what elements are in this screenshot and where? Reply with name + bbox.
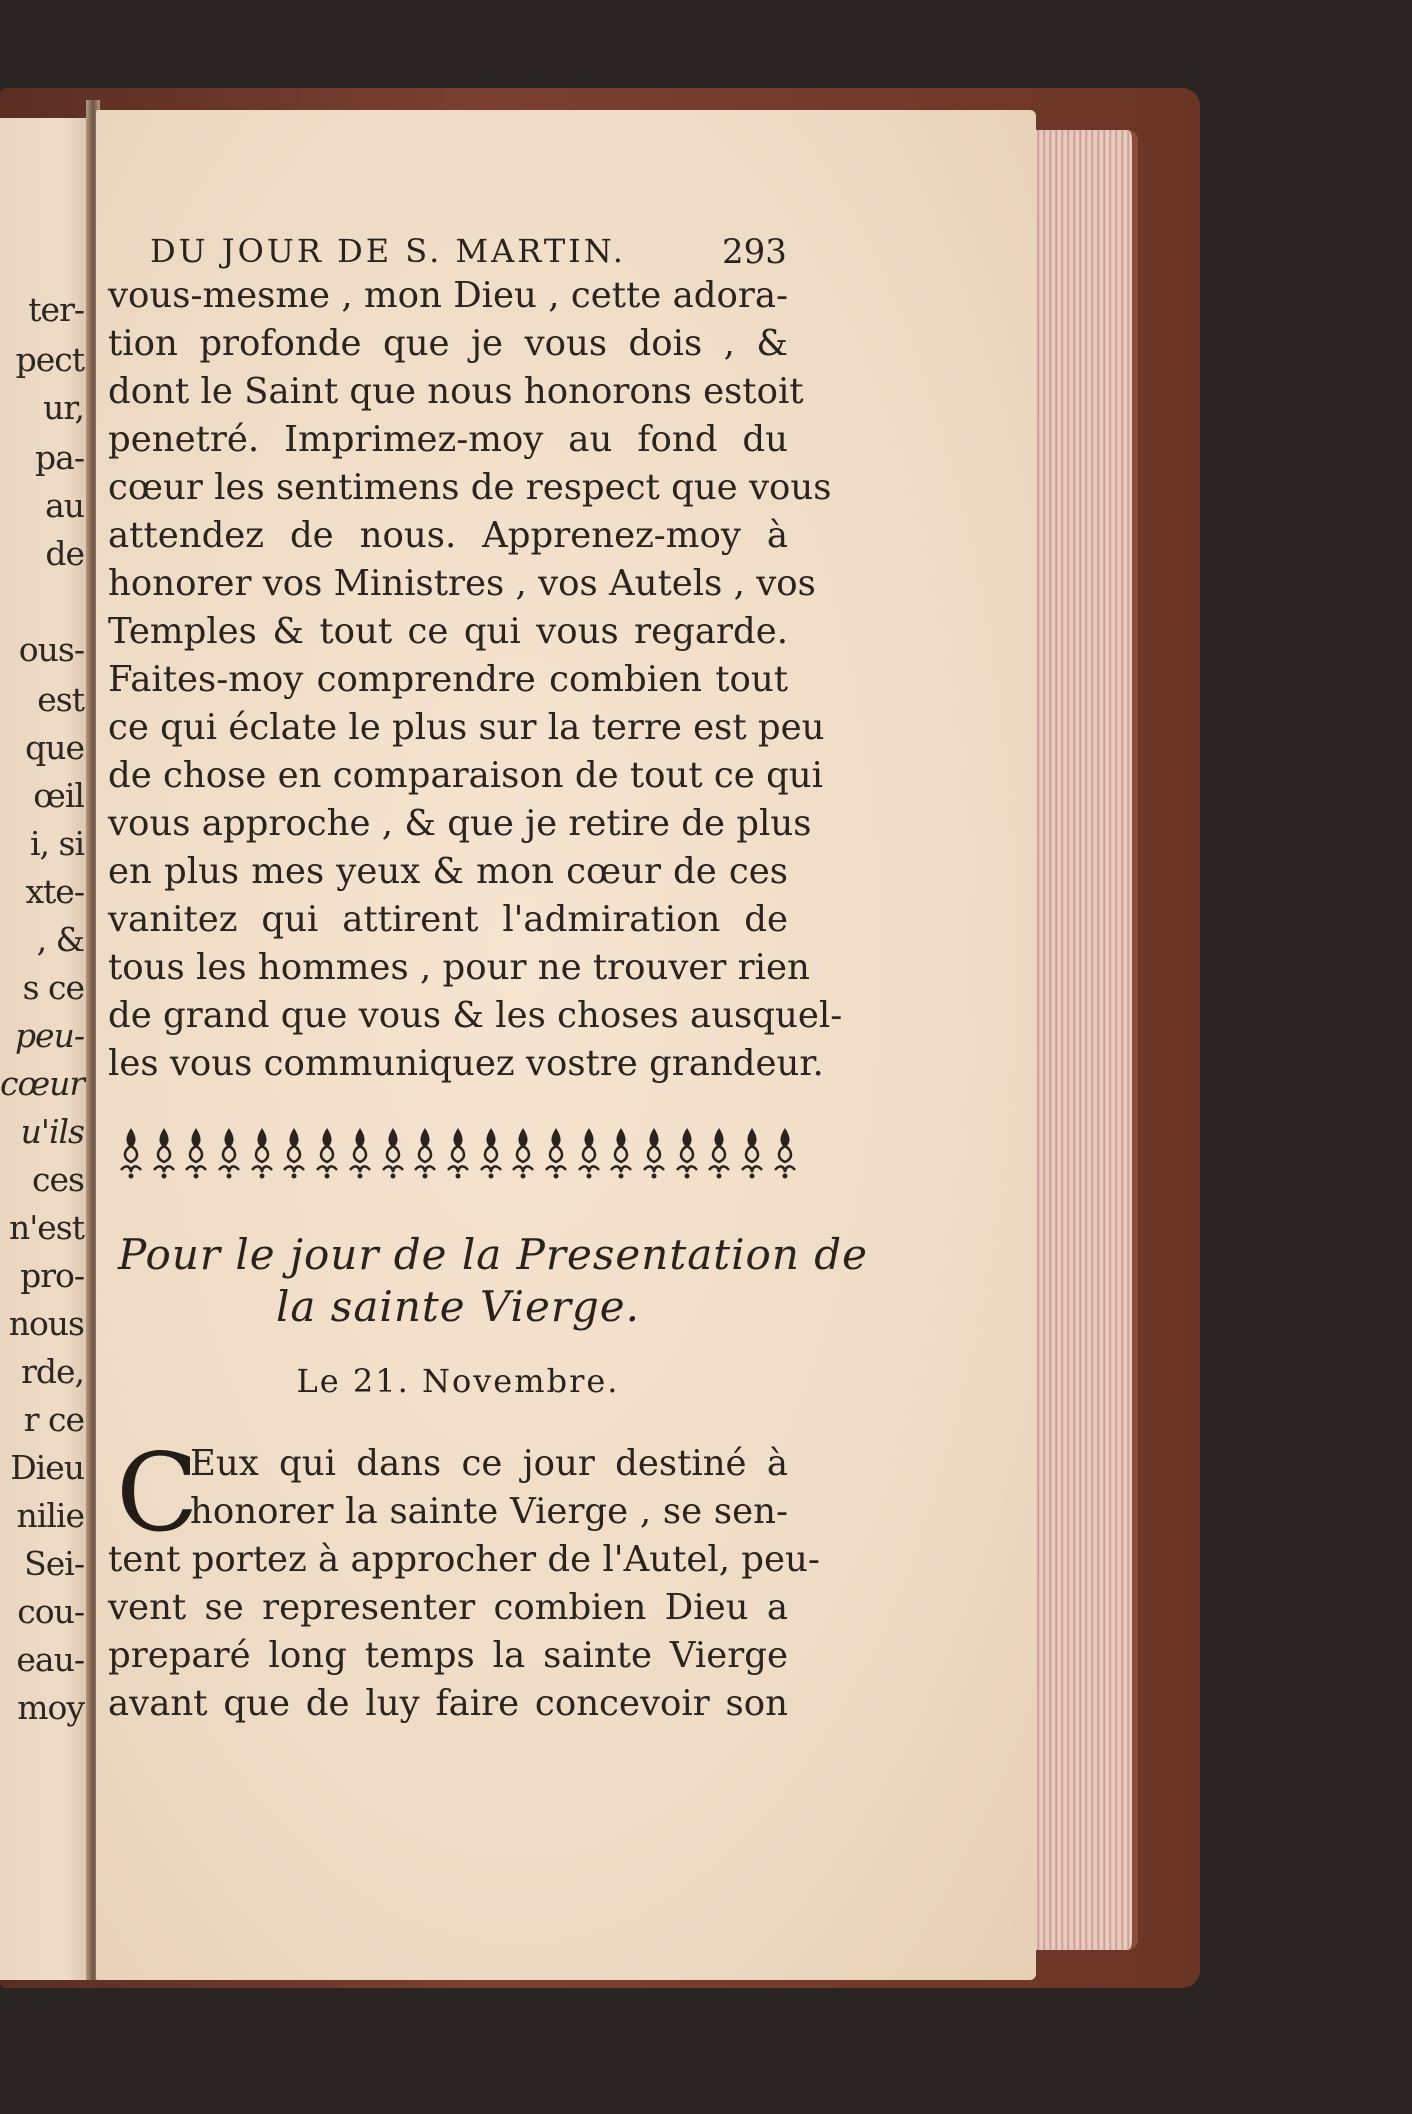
- left-page-fragment: s ce: [22, 968, 84, 1007]
- body-line: de chose en comparaison de tout ce qui: [108, 755, 824, 796]
- left-page-fragment: u'ils: [20, 1112, 84, 1151]
- section-line: avant que de luy faire concevoir son: [108, 1683, 788, 1724]
- body-line: de grand que vous & les choses ausquel-: [108, 995, 843, 1036]
- left-page-fragment: nous: [8, 1304, 84, 1343]
- fleuron-icon: [772, 1126, 798, 1180]
- drop-cap: C: [116, 1431, 199, 1556]
- fleuron-icon: [674, 1126, 700, 1180]
- body-line: attendez de nous. Apprenez-moy à: [108, 515, 788, 556]
- left-page-fragment: que: [25, 728, 84, 767]
- left-page-fragment: cœur: [0, 1064, 85, 1103]
- running-head: DU JOUR DE S. MARTIN.: [150, 232, 626, 270]
- fleuron-icon: [576, 1126, 602, 1180]
- ornament-band: [118, 1122, 798, 1184]
- section-first-line: Eux qui dans ce jour destiné à: [190, 1443, 788, 1484]
- left-page-fragment: i, si: [29, 824, 84, 863]
- section-date: Le 21. Novembre.: [296, 1362, 620, 1400]
- body-line: en plus mes yeux & mon cœur de ces: [108, 851, 788, 892]
- left-page-fragment: eau-: [16, 1640, 84, 1679]
- fleuron-icon: [608, 1126, 634, 1180]
- left-page-fragment: cou-: [17, 1592, 84, 1631]
- page-edges: [1022, 130, 1138, 1950]
- body-line: Faites-moy comprendre combien tout: [108, 659, 788, 700]
- body-line: Temples & tout ce qui vous regarde.: [108, 611, 788, 652]
- page-number: 293: [722, 232, 787, 272]
- left-page-fragment: ous-: [18, 630, 84, 669]
- fleuron-icon: [412, 1126, 438, 1180]
- fleuron-icon: [216, 1126, 242, 1180]
- left-page-fragment: de: [45, 534, 84, 573]
- left-page-fragment: , &: [36, 920, 84, 959]
- body-line: penetré. Imprimez-moy au fond du: [108, 419, 788, 460]
- fleuron-icon: [347, 1126, 373, 1180]
- fleuron-icon: [641, 1126, 667, 1180]
- section-second-line: honorer la sainte Vierge , se sen-: [190, 1491, 788, 1532]
- fleuron-icon: [380, 1126, 406, 1180]
- left-page-fragment: est: [37, 680, 84, 719]
- body-line: les vous communiquez vostre grandeur.: [108, 1043, 824, 1084]
- section-heading-line2: la sainte Vierge.: [275, 1282, 641, 1331]
- left-page-fragment: Dieu: [10, 1448, 84, 1487]
- left-page-fragment: moy: [17, 1688, 84, 1727]
- fleuron-icon: [281, 1126, 307, 1180]
- left-page-fragment: n'est: [8, 1208, 84, 1247]
- body-line: cœur les sentimens de respect que vous: [108, 467, 832, 508]
- left-page-fragment: pect: [15, 340, 84, 379]
- left-page-fragment: au: [45, 486, 84, 525]
- body-line: vous-mesme , mon Dieu , cette adora-: [108, 275, 788, 316]
- fleuron-icon: [118, 1126, 144, 1180]
- fleuron-icon: [543, 1126, 569, 1180]
- fleuron-icon: [445, 1126, 471, 1180]
- left-page-fragment: ces: [32, 1160, 84, 1199]
- fleuron-icon: [249, 1126, 275, 1180]
- body-line: dont le Saint que nous honorons estoit: [108, 371, 804, 412]
- left-page-fragment: xte-: [25, 872, 84, 911]
- left-page-fragment: ur,: [43, 388, 84, 427]
- left-page-fragment: nilie: [16, 1496, 84, 1535]
- left-page-fragment: ter-: [28, 290, 84, 329]
- body-line: ce qui éclate le plus sur la terre est peu: [108, 707, 825, 748]
- left-page-fragment: rde,: [21, 1352, 84, 1391]
- fleuron-icon: [314, 1126, 340, 1180]
- body-line: tion profonde que je vous dois , &: [108, 323, 788, 364]
- fleuron-icon: [183, 1126, 209, 1180]
- fleuron-icon: [739, 1126, 765, 1180]
- section-line: preparé long temps la sainte Vierge: [108, 1635, 788, 1676]
- left-page: [0, 118, 92, 1980]
- left-page-fragment: pro-: [20, 1256, 84, 1295]
- fleuron-icon: [510, 1126, 536, 1180]
- left-page-fragment: peu-: [14, 1016, 84, 1055]
- body-line: vous approche , & que je retire de plus: [108, 803, 812, 844]
- left-page-fragment: œil: [33, 776, 84, 815]
- fleuron-icon: [478, 1126, 504, 1180]
- section-heading-line1: Pour le jour de la Presentation de: [118, 1230, 868, 1279]
- section-line: tent portez à approcher de l'Autel, peu-: [108, 1539, 820, 1580]
- left-page-fragment: pa-: [35, 438, 84, 477]
- body-line: vanitez qui attirent l'admiration de: [108, 899, 788, 940]
- body-line: honorer vos Ministres , vos Autels , vos: [108, 563, 816, 604]
- fleuron-icon: [706, 1126, 732, 1180]
- section-line: vent se representer combien Dieu a: [108, 1587, 788, 1628]
- left-page-fragment: r ce: [23, 1400, 84, 1439]
- body-line: tous les hommes , pour ne trouver rien: [108, 947, 810, 988]
- fleuron-icon: [151, 1126, 177, 1180]
- left-page-fragment: Sei-: [24, 1544, 84, 1583]
